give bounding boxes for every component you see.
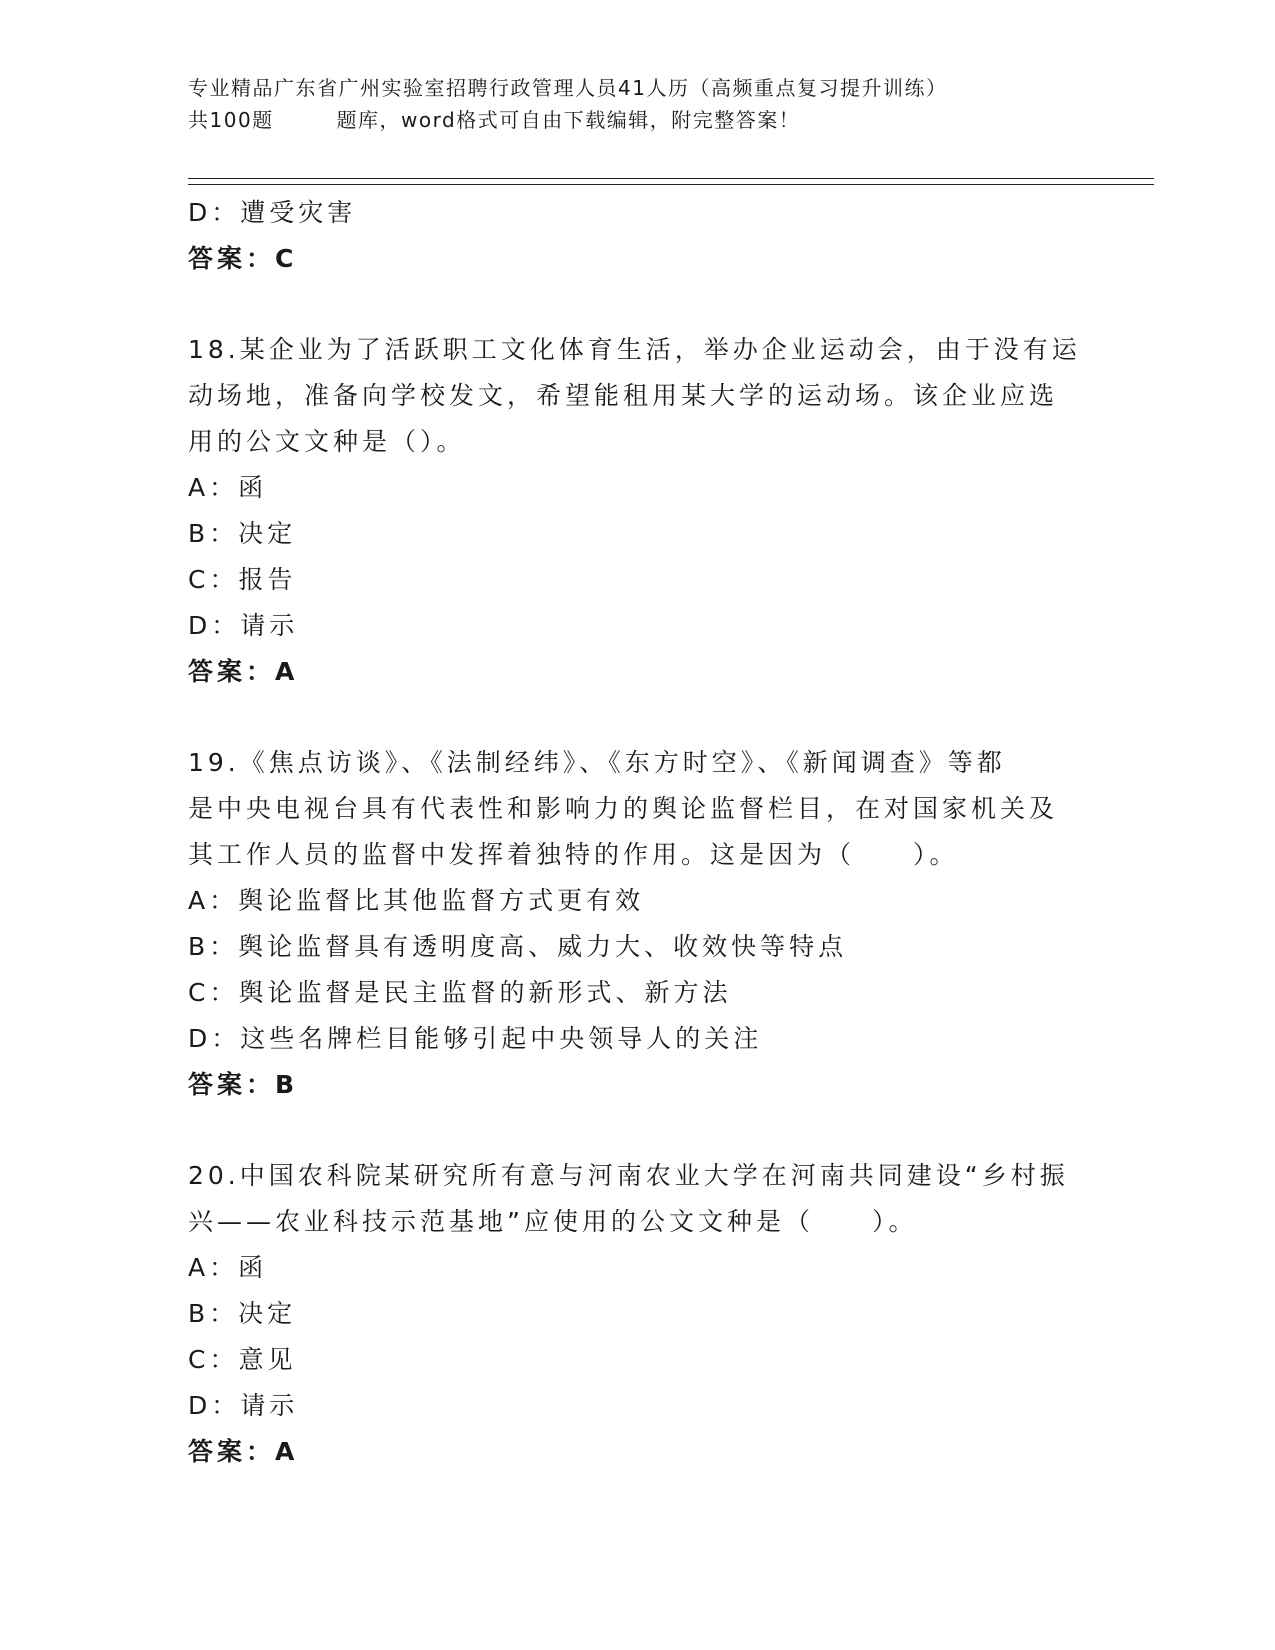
question-stem-line: 19.《焦点访谈》、《法制经纬》、《东方时空》、《新闻调查》等都 <box>188 748 1006 777</box>
answer-line: 答案：C <box>188 244 298 273</box>
document-header <box>188 72 1088 136</box>
option-d: D：请示 <box>188 1391 299 1420</box>
answer-line: 答案：B <box>188 1070 299 1099</box>
option-a: A：舆论监督比其他监督方式更有效 <box>188 886 645 915</box>
option-d: D：这些名牌栏目能够引起中央领导人的关注 <box>188 1024 763 1053</box>
option-c: C：意见 <box>188 1345 297 1374</box>
header-title-line-1: 专业精品广东省广州实验室招聘行政管理人员41人历（高频重点复习提升训练） <box>188 76 948 100</box>
option-c: C：报告 <box>188 565 297 594</box>
question-18 <box>188 327 1088 695</box>
question-19 <box>188 740 1088 1108</box>
question-stem-line: 兴——农业科技示范基地”应使用的公文文种是（ ）。 <box>188 1207 918 1236</box>
question-stem-line: 其工作人员的监督中发挥着独特的作用。这是因为（ ）。 <box>188 840 959 869</box>
answer-line: 答案：A <box>188 1437 299 1466</box>
option-b: B：舆论监督具有透明度高、威力大、收效快等特点 <box>188 932 848 961</box>
question-stem-line: 用的公文文种是（）。 <box>188 427 466 456</box>
option-b: B：决定 <box>188 519 297 548</box>
option-d: D：请示 <box>188 611 299 640</box>
question-content <box>188 190 1088 1475</box>
spacer <box>188 695 1088 740</box>
header-divider-bottom <box>188 184 1154 185</box>
header-title-line-2: 共100题 题库，word格式可自由下载编辑，附完整答案！ <box>188 108 801 132</box>
spacer <box>188 1108 1088 1153</box>
question-stem-line: 是中央电视台具有代表性和影响力的舆论监督栏目，在对国家机关及 <box>188 794 1059 823</box>
option-a: A：函 <box>188 1253 268 1282</box>
option-c: C：舆论监督是民主监督的新形式、新方法 <box>188 978 732 1007</box>
question-20 <box>188 1153 1088 1475</box>
answer-line: 答案：A <box>188 657 299 686</box>
option-d: D：遭受灾害 <box>188 198 357 227</box>
question-stem-line: 动场地，准备向学校发文，希望能租用某大学的运动场。该企业应选 <box>188 381 1059 410</box>
option-a: A：函 <box>188 473 268 502</box>
question-stem-line: 20.中国农科院某研究所有意与河南农业大学在河南共同建设“乡村振 <box>188 1161 1069 1190</box>
header-divider-top <box>188 178 1154 179</box>
option-b: B：决定 <box>188 1299 297 1328</box>
question-stem-line: 18.某企业为了活跃职工文化体育生活，举办企业运动会，由于没有运 <box>188 335 1081 364</box>
spacer <box>188 282 1088 327</box>
